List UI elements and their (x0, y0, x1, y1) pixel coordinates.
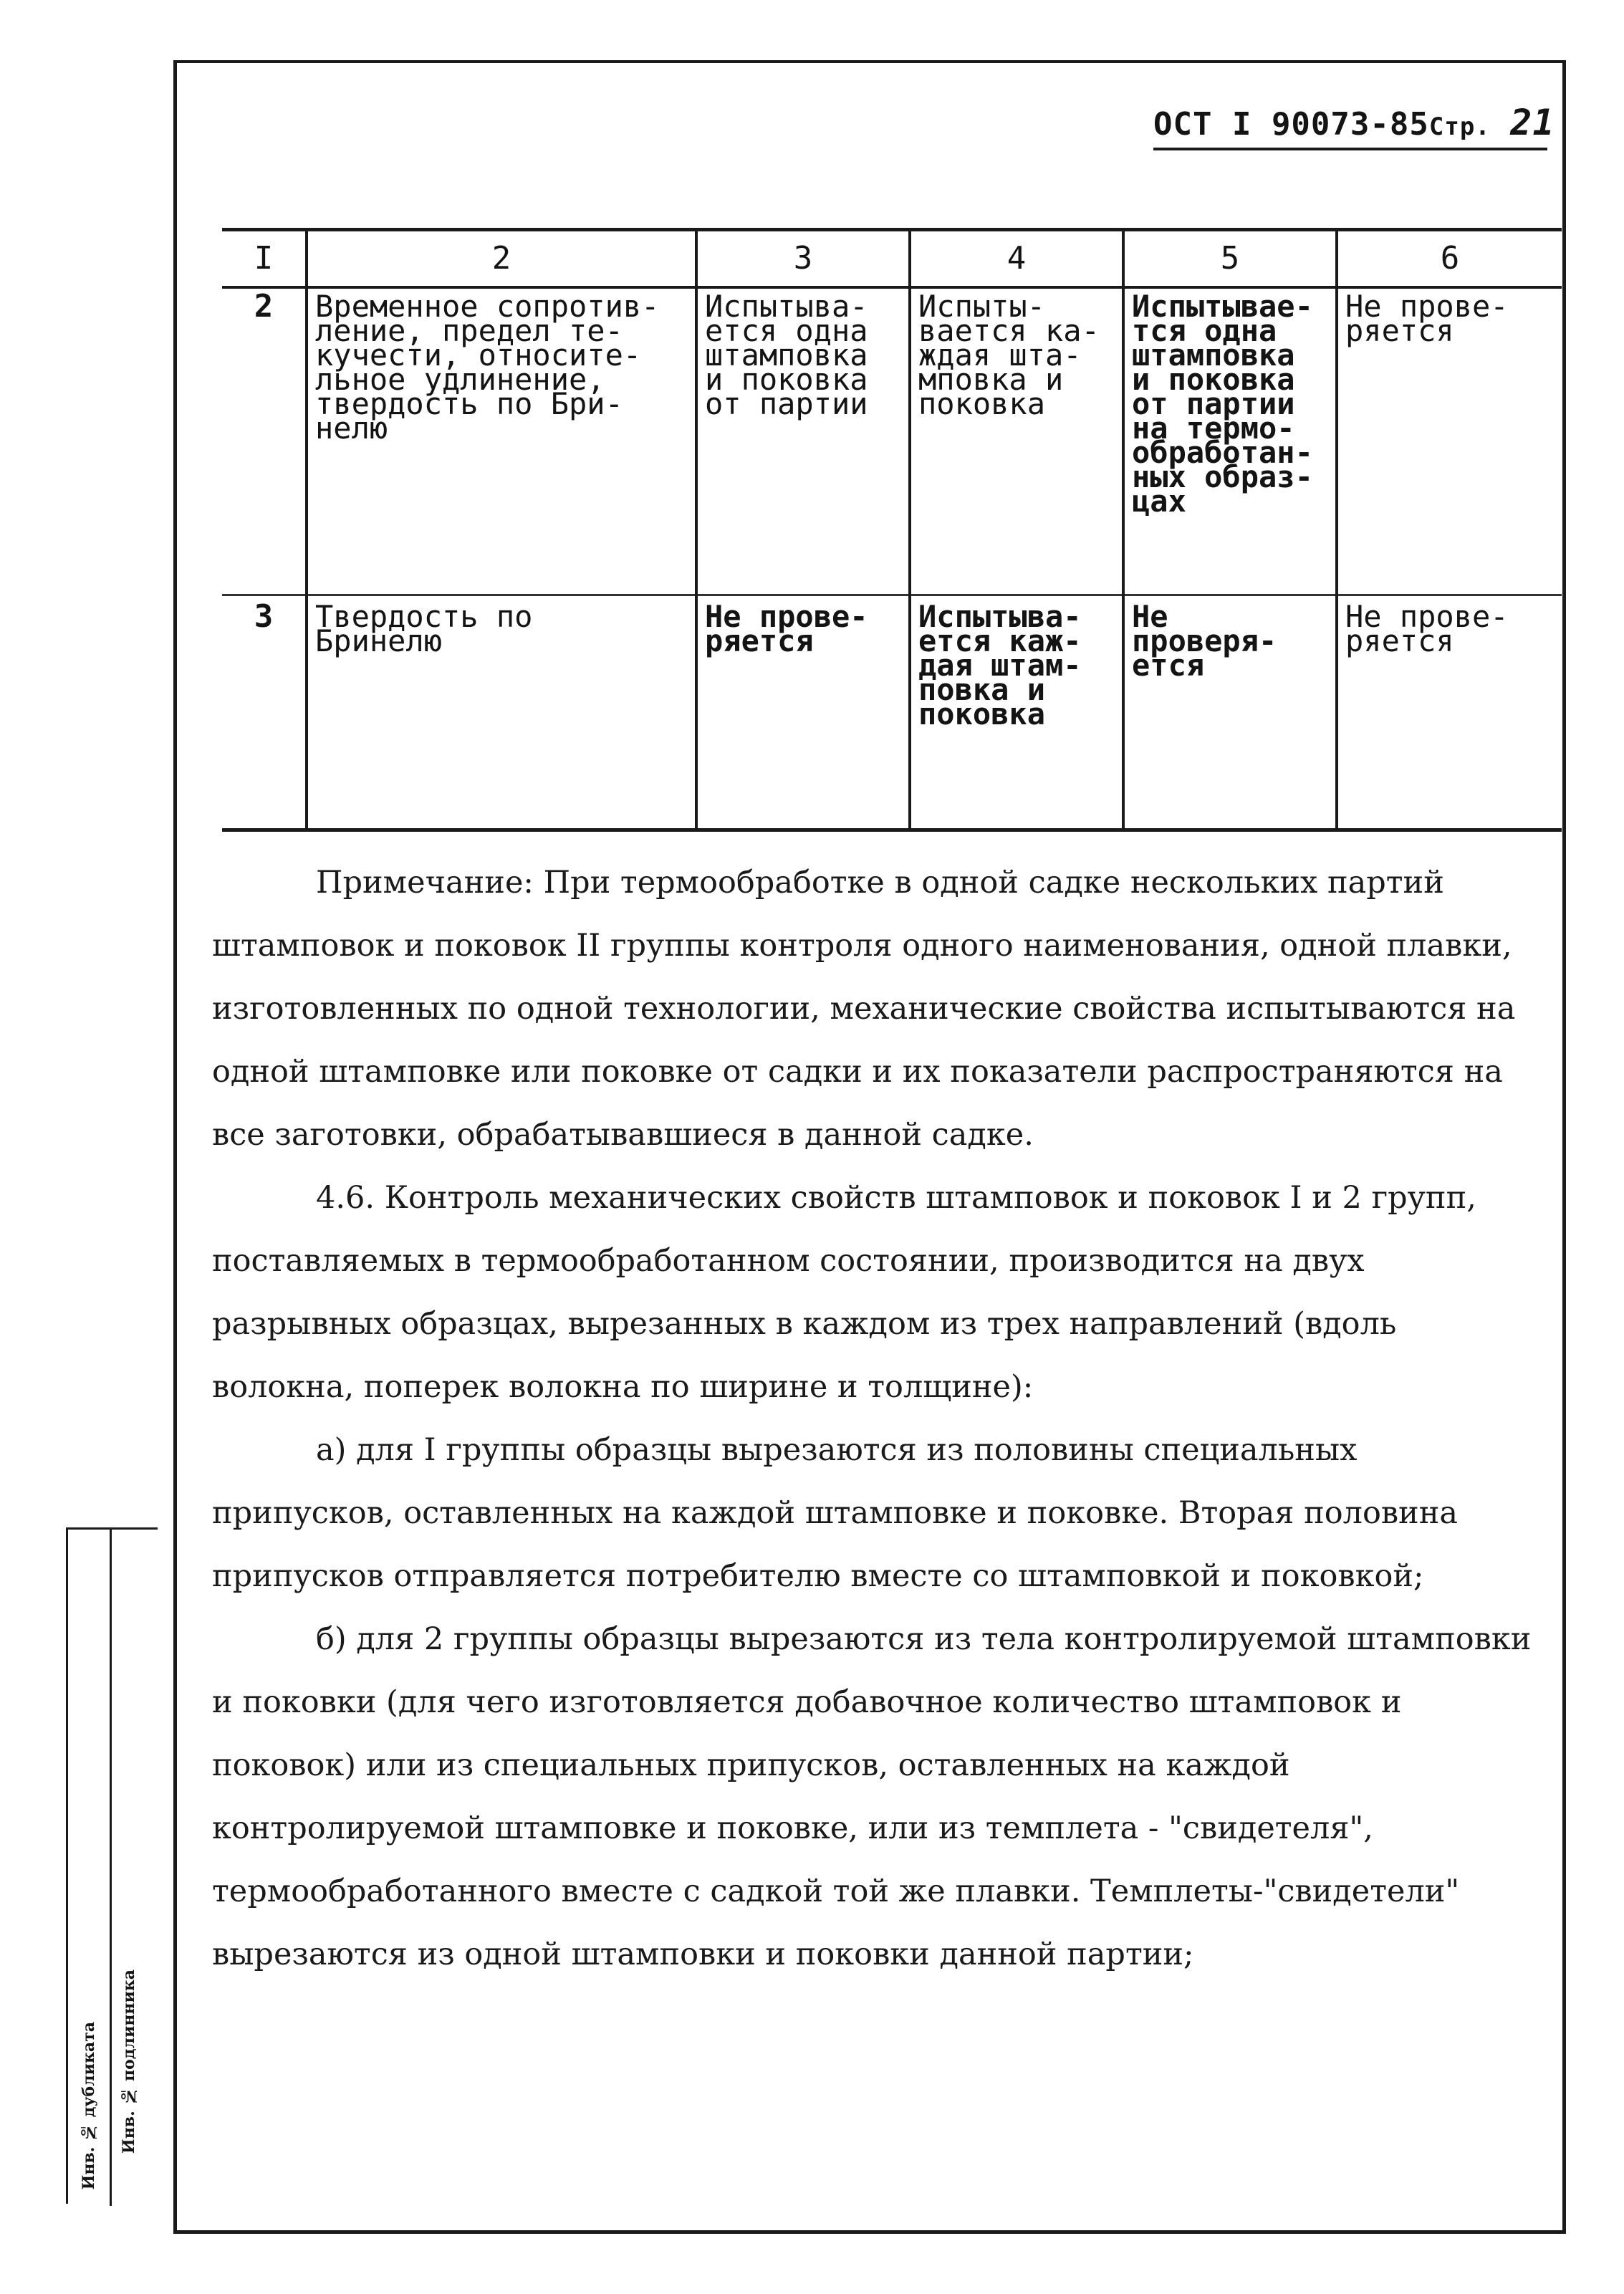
table-cell: Испытывае- тся одна штамповка и поковка от партии на термо- обработан- ных образ- цах (1123, 287, 1337, 595)
table-cell: Временное сопротив- ление, предел те- кучести, относите- льное удлинение, твердость по Бри- нелю (307, 287, 696, 595)
clause-a-paragraph: а) для I группы образцы вырезаются из половины специальных припусков, оставленных на каждой штамповке и поковке. Вторая половина припусков отправляется потребителю вместе со штамповкой и поковкой; (212, 1432, 1459, 1594)
table-cell: Не прове- ряется (696, 595, 910, 830)
stamp-divider (110, 1530, 112, 2206)
control-table (222, 228, 1562, 832)
table-header-cell: 6 (1337, 230, 1562, 288)
table-cell: Не прове- ряется (1337, 287, 1562, 595)
doc-code-text: ОСТ I 90073-85 (1153, 106, 1429, 143)
table-cell: Не прове- ряется (1337, 595, 1562, 830)
note-paragraph: Примечание: При термообработке в одной садке нескольких партий штамповок и поковок II группы контроля одного наименования, одной плавки, изготовленных по одной технологии, механические свойства испытываются на одной штамповке или поковке от садки и их показатели распространяются на все заготовки, обрабатывавшиеся в данной садке. (212, 865, 1516, 1153)
page-label: Стр. (1428, 112, 1491, 141)
document-code (1153, 102, 1555, 150)
table-header-cell: I (254, 240, 274, 277)
table-header-cell: 4 (910, 230, 1123, 288)
clause-4-6-paragraph: 4.6. Контроль механических свойств штамповок и поковок I и 2 групп, поставляемых в термообработанном состоянии, производится на двух разрывных образцах, вырезанных в каждом из трех направлений (вдоль волокна, поперек волокна по ширине и толщине): (212, 1180, 1476, 1405)
page-number: 21 (1510, 102, 1555, 143)
table-row (222, 595, 1562, 830)
table-cell: Твердость по Бринелю (307, 595, 696, 830)
body-text (212, 851, 1544, 1986)
margin-stamp (66, 1527, 158, 2204)
duplicate-number-label: Инв. № дубликата (80, 2021, 98, 2189)
table-header-cell: 3 (696, 230, 910, 288)
table-header-cell: 5 (1123, 230, 1337, 288)
original-number-label: Инв. № подлинника (120, 1969, 138, 2154)
table-cell: Испытыва- ется каж- дая штам- повка и поковка (910, 595, 1123, 830)
row-number: 3 (222, 595, 307, 830)
clause-b-paragraph: б) для 2 группы образцы вырезаются из тела контролируемой штамповки и поковки (для чего изготовляется добавочное количество штамповок и поковок) или из специальных припусков, оставленных на каждой контролируемой штамповке и поковке, или из темплета - "свидетеля", термообработанного вместе с садкой той же плавки. Темплеты-"свидетели" вырезаются из одной штамповки и поковки данной партии; (212, 1621, 1532, 1972)
table-row (222, 287, 1562, 595)
table-header-cell: 2 (307, 230, 696, 288)
table-header-row (222, 230, 1562, 288)
table-cell: Испыты- вается ка- ждая шта- мповка и поковка (910, 287, 1123, 595)
row-number: 2 (222, 287, 307, 595)
table-cell: Испытыва- ется одна штамповка и поковка от партии (696, 287, 910, 595)
table-cell: Не проверя- ется (1123, 595, 1337, 830)
